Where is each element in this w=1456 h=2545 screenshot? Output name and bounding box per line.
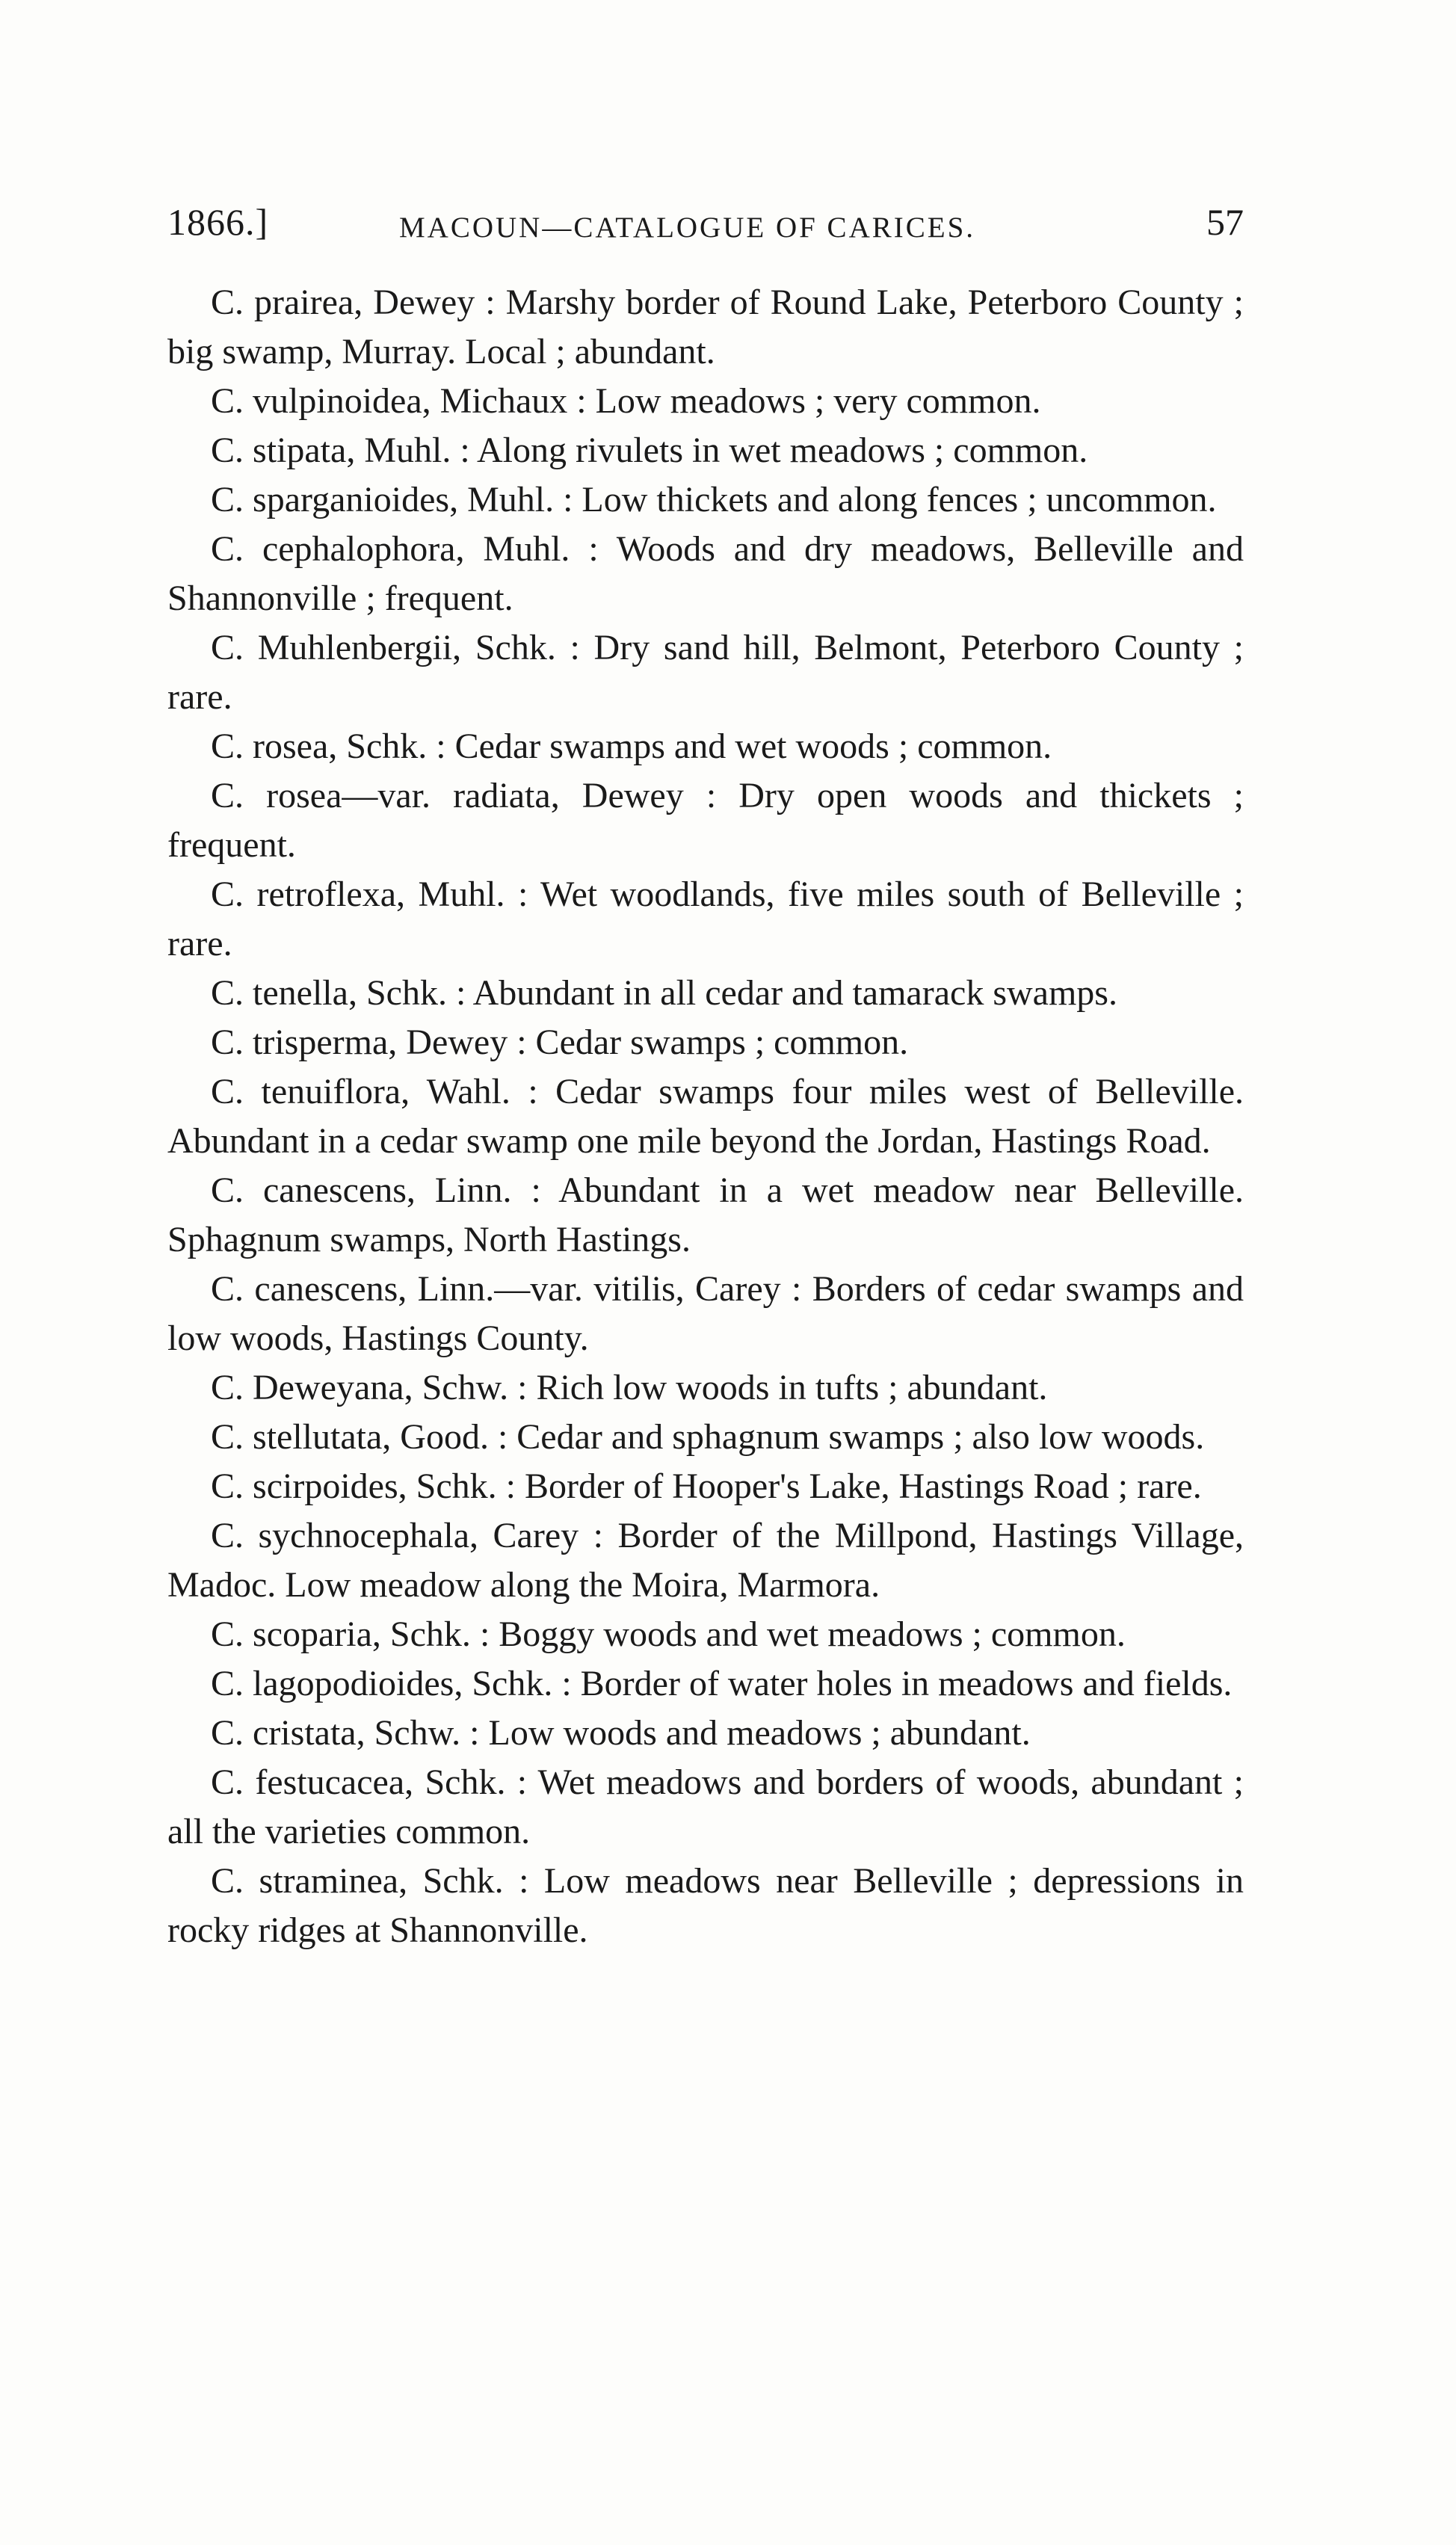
entry-text: : Low meadows near Belleville ; depressions in rocky ridges at Shannonville. bbox=[167, 1861, 1244, 1950]
entry-text: : Low meadows ; very common. bbox=[567, 381, 1041, 421]
entry-text: : Cedar and sphagnum swamps ; also low woods. bbox=[488, 1417, 1205, 1457]
entry-text: : Cedar swamps ; common. bbox=[508, 1022, 909, 1062]
species-name: C. Muhlenbergii, Schk. bbox=[211, 628, 556, 667]
entry-text: : Low thickets and along fences ; uncommon. bbox=[554, 480, 1217, 519]
species-name: C. rosea—var. radiata, Dewey bbox=[211, 776, 684, 815]
species-name: C. rosea, Schk. bbox=[211, 727, 428, 766]
entry-text: : Low woods and meadows ; abundant. bbox=[460, 1713, 1031, 1753]
entry-text: : Marshy border of Round Lake, Peterboro County ; big swamp, Murray. Local ; abundant. bbox=[167, 283, 1244, 371]
catalogue-entry bbox=[167, 1511, 1244, 1610]
catalogue-entry bbox=[167, 969, 1244, 1018]
species-name: C. retroflexa, Muhl. bbox=[211, 874, 505, 914]
entry-text: : Boggy woods and wet meadows ; common. bbox=[470, 1614, 1126, 1654]
species-name: C. sychnocephala, Carey bbox=[211, 1516, 579, 1555]
entry-text: : Dry sand hill, Belmont, Peterboro County ; rare. bbox=[167, 628, 1244, 717]
entry-text: : Border of water holes in meadows and fields. bbox=[552, 1664, 1233, 1703]
entry-text: : Cedar swamps and wet woods ; common. bbox=[427, 727, 1052, 766]
entry-text: : Rich low woods in tufts ; abundant. bbox=[508, 1368, 1048, 1407]
species-name: C. cephalophora, Muhl. bbox=[211, 529, 570, 569]
entry-text: : Abundant in all cedar and tamarack swamps. bbox=[446, 973, 1117, 1013]
catalogue-entry bbox=[167, 722, 1244, 771]
entry-text: : Wet woodlands, five miles south of Belleville ; rare. bbox=[167, 874, 1244, 963]
catalogue-entry bbox=[167, 278, 1244, 377]
species-name: C. tenuiflora, Wahl. bbox=[211, 1072, 510, 1111]
species-name: C. canescens, Linn. bbox=[211, 1170, 512, 1210]
header-year: 1866.] bbox=[167, 201, 269, 243]
catalogue-entry bbox=[167, 1709, 1244, 1758]
catalogue-entry bbox=[167, 426, 1244, 475]
catalogue-entry bbox=[167, 1758, 1244, 1857]
catalogue-entry bbox=[167, 623, 1244, 722]
species-name: C. trisperma, Dewey bbox=[211, 1022, 508, 1062]
species-name: C. scirpoides, Schk. bbox=[211, 1466, 497, 1506]
entry-text: : Wet meadows and borders of woods, abundant ; all the varieties common. bbox=[167, 1762, 1244, 1851]
catalogue-entry bbox=[167, 771, 1244, 870]
species-name: C. vulpinoidea, Michaux bbox=[211, 381, 568, 421]
catalogue-entry bbox=[167, 475, 1244, 525]
entry-text: : Woods and dry meadows, Belleville and Shannonville ; frequent. bbox=[167, 529, 1244, 618]
species-name: C. canescens, Linn.—var. vitilis, Carey bbox=[211, 1269, 781, 1309]
entry-text: : Border of the Millpond, Hastings Village, Madoc. Low meadow along the Moira, Marmora. bbox=[167, 1516, 1244, 1605]
entry-text: : Dry open woods and thickets ; frequent. bbox=[167, 776, 1244, 865]
catalogue-entries bbox=[167, 278, 1244, 1955]
species-name: C. straminea, Schk. bbox=[211, 1861, 504, 1901]
entry-text: : Along rivulets in wet meadows ; common. bbox=[451, 431, 1088, 470]
header-title: MACOUN—CATALOGUE OF CARICES. bbox=[399, 212, 976, 244]
catalogue-entry bbox=[167, 1067, 1244, 1166]
entry-text: : Abundant in a wet meadow near Belleville. Sphagnum swamps, North Hastings. bbox=[167, 1170, 1244, 1259]
catalogue-entry bbox=[167, 1018, 1244, 1067]
catalogue-entry bbox=[167, 525, 1244, 623]
species-name: C. cristata, Schw. bbox=[211, 1713, 461, 1753]
catalogue-entry bbox=[167, 1265, 1244, 1363]
entry-text: : Borders of cedar swamps and low woods, Hastings County. bbox=[167, 1269, 1244, 1358]
catalogue-entry bbox=[167, 1610, 1244, 1659]
species-name: C. sparganioides, Muhl. bbox=[211, 480, 555, 519]
catalogue-entry bbox=[167, 1363, 1244, 1413]
species-name: C. prairea, Dewey bbox=[211, 283, 475, 322]
page-number: 57 bbox=[1206, 201, 1244, 243]
catalogue-entry bbox=[167, 1462, 1244, 1511]
catalogue-entry bbox=[167, 1166, 1244, 1265]
species-name: C. scoparia, Schk. bbox=[211, 1614, 471, 1654]
species-name: C. stipata, Muhl. bbox=[211, 431, 451, 470]
species-name: C. stellutata, Good. bbox=[211, 1417, 489, 1457]
species-name: C. Deweyana, Schw. bbox=[211, 1368, 509, 1407]
species-name: C. lagopodioides, Schk. bbox=[211, 1664, 553, 1703]
species-name: C. festucacea, Schk. bbox=[211, 1762, 506, 1802]
catalogue-entry bbox=[167, 1413, 1244, 1462]
entry-text: : Cedar swamps four miles west of Belleville. Abundant in a cedar swamp one mile beyond the Jordan, Hastings Road. bbox=[167, 1072, 1244, 1161]
running-head bbox=[167, 200, 1244, 253]
catalogue-entry bbox=[167, 377, 1244, 426]
catalogue-entry bbox=[167, 870, 1244, 969]
catalogue-entry bbox=[167, 1857, 1244, 1955]
catalogue-entry bbox=[167, 1659, 1244, 1709]
entry-text: : Border of Hooper's Lake, Hastings Road ; rare. bbox=[496, 1466, 1202, 1506]
species-name: C. tenella, Schk. bbox=[211, 973, 447, 1013]
